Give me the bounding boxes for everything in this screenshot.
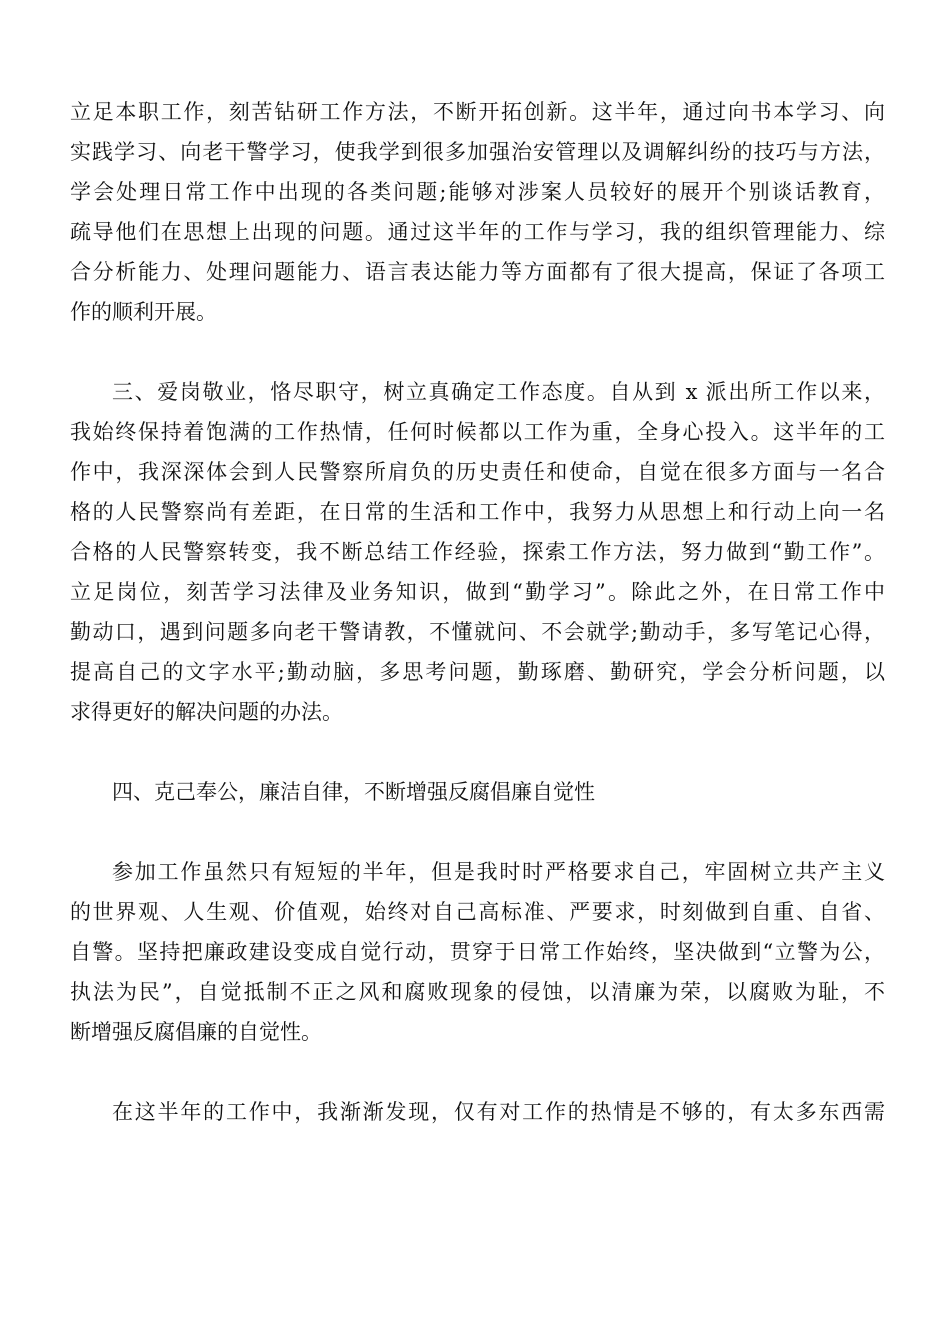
- text-line: 立足本职工作，刻苦钻研工作方法，不断开拓创新。这半年，通过向书本学习、向: [70, 100, 885, 124]
- text-line: 的世界观、人生观、价值观，始终对自己高标准、严要求，时刻做到自重、自省、: [70, 900, 885, 924]
- text-line: 格的人民警察尚有差距，在日常的生活和工作中，我努力从思想上和行动上向一名: [70, 500, 885, 524]
- section-heading-4: 四、克己奉公，廉洁自律，不断增强反腐倡廉自觉性: [112, 780, 595, 804]
- text-line: 自警。坚持把廉政建设变成自觉行动，贯穿于日常工作始终，坚决做到“立警为公，: [70, 940, 885, 964]
- section-heading-3: 三、爱岗敬业，恪尽职守，树立真确定工作态度。自从到 x 派出所工作以来，: [112, 380, 885, 404]
- text-line: 作中，我深深体会到人民警察所肩负的历史责任和使命，自觉在很多方面与一名合: [70, 460, 885, 484]
- text-line: 作的顺利开展。: [70, 300, 217, 324]
- paragraph-first-line: 在这半年的工作中，我渐渐发现，仅有对工作的热情是不够的，有太多东西需: [112, 1100, 885, 1124]
- text-line: 学会处理日常工作中出现的各类问题;能够对涉案人员较好的展开个别谈话教育，: [70, 180, 885, 204]
- text-line: 提高自己的文字水平;勤动脑，多思考问题，勤琢磨、勤研究，学会分析问题，以: [70, 660, 885, 684]
- text-line: 合分析能力、处理问题能力、语言表达能力等方面都有了很大提高，保证了各项工: [70, 260, 885, 284]
- text-line: 疏导他们在思想上出现的问题。通过这半年的工作与学习，我的组织管理能力、综: [70, 220, 885, 244]
- text-line: 断增强反腐倡廉的自觉性。: [70, 1020, 322, 1044]
- text-line: 合格的人民警察转变，我不断总结工作经验，探索工作方法，努力做到“勤工作”。: [70, 540, 885, 564]
- text-line: 立足岗位，刻苦学习法律及业务知识，做到“勤学习”。除此之外，在日常工作中: [70, 580, 885, 604]
- text-line: 实践学习、向老干警学习，使我学到很多加强治安管理以及调解纠纷的技巧与方法，: [70, 140, 885, 164]
- text-line: 执法为民”，自觉抵制不正之风和腐败现象的侵蚀，以清廉为荣，以腐败为耻，不: [70, 980, 885, 1004]
- text-line: 我始终保持着饱满的工作热情，任何时候都以工作为重，全身心投入。这半年的工: [70, 420, 885, 444]
- text-line: 求得更好的解决问题的办法。: [70, 700, 343, 724]
- text-line: 勤动口，遇到问题多向老干警请教，不懂就问、不会就学;勤动手，多写笔记心得，: [70, 620, 885, 644]
- paragraph-first-line: 参加工作虽然只有短短的半年，但是我时时严格要求自己，牢固树立共产主义: [112, 860, 885, 884]
